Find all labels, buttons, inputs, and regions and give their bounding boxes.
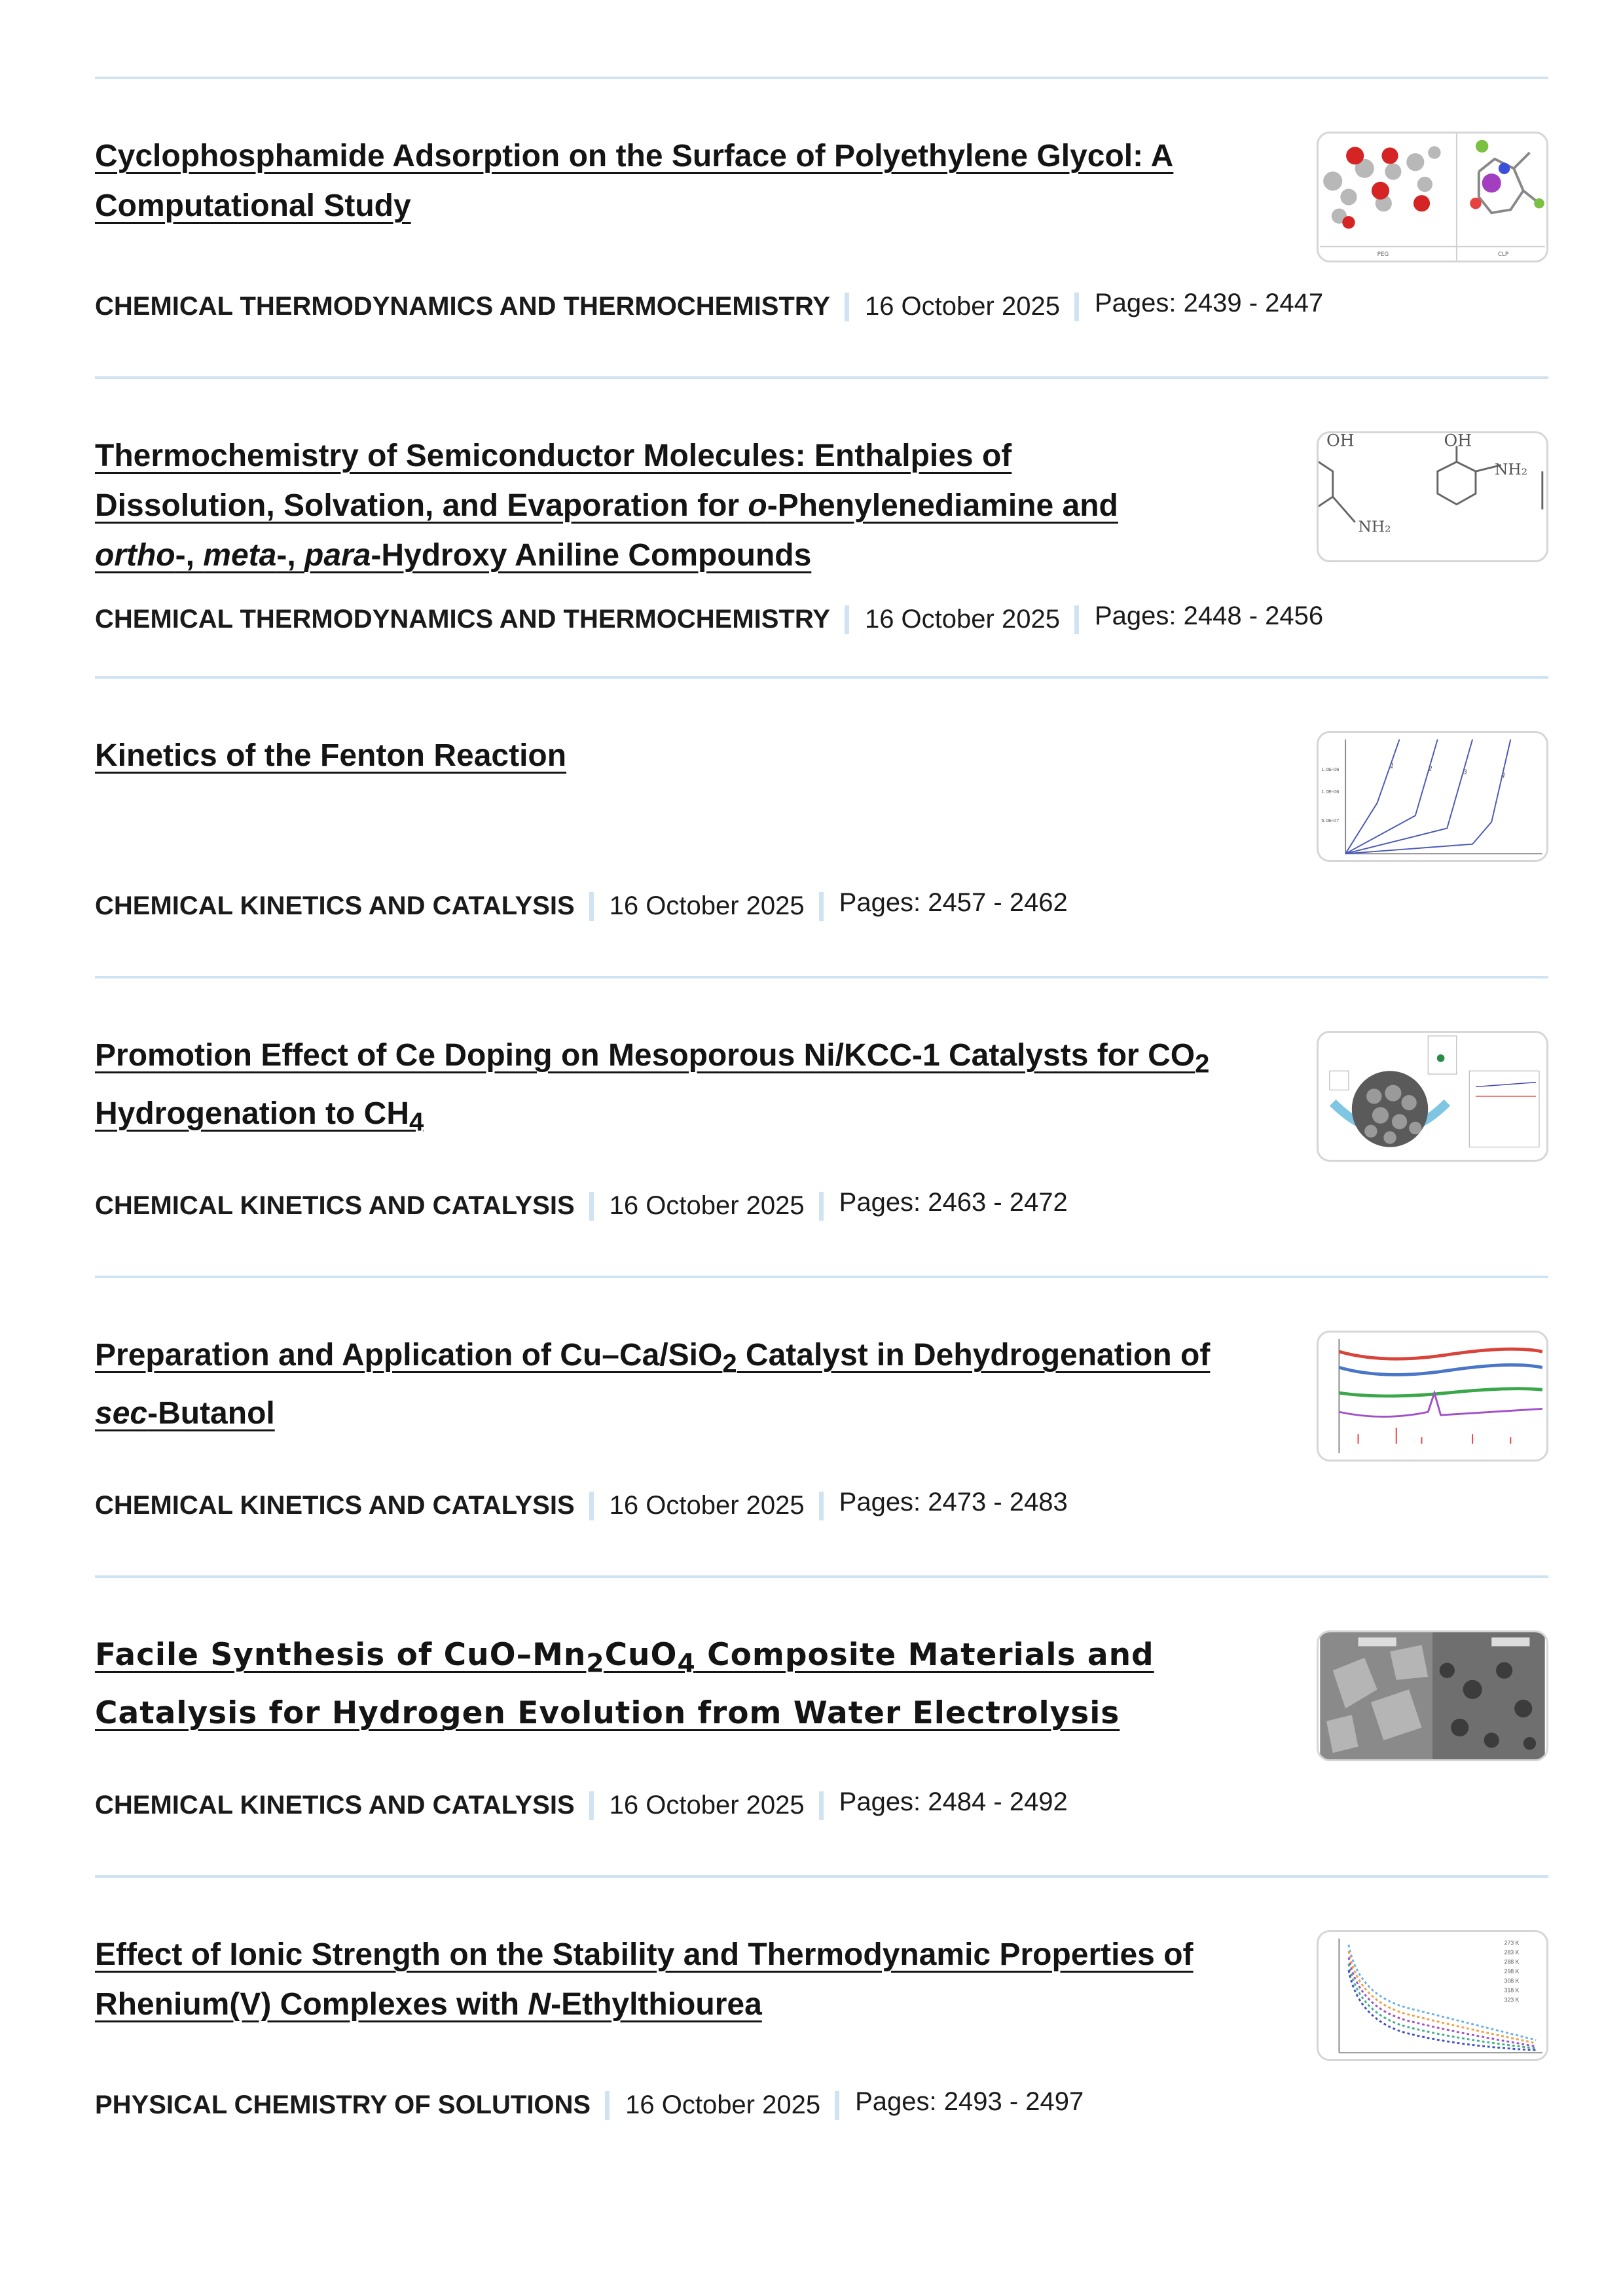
article-title [95,1630,1247,1738]
thumb-label: OH [1444,433,1472,450]
article-pages: Pages: 2448 - 2456 [1094,601,1324,630]
article-thumbnail[interactable] [1317,132,1548,262]
article-title-link[interactable]: Cyclophosphamide Adsorption on the Surface of Polyethylene Glycol: A Computational Study [95,139,1174,223]
thumb-label: 1.0E-06 [1321,766,1340,773]
article-meta [95,1488,1068,1520]
article-section[interactable]: PHYSICAL CHEMISTRY OF SOLUTIONS [95,2090,591,2119]
thumb-label: CLP [1497,251,1509,259]
thumb-label: 273 K [1504,1939,1520,1946]
article-title [95,132,1247,231]
article-item [95,978,1548,1276]
article-meta [95,2087,1084,2120]
article-title-link[interactable]: Preparation and Application of Cu–Ca/SiO$_2$ Catalyst in Dehydrogenation of sec-Butanol [95,1338,1211,1431]
article-pages: Pages: 2439 - 2447 [1094,289,1324,317]
article-meta [95,601,1324,634]
article-thumbnail[interactable] [1317,1331,1548,1462]
thumb-label: 5.0E-07 [1321,817,1340,823]
article-thumbnail[interactable] [1317,1930,1548,2061]
thumb-label: 283 K [1504,1948,1520,1956]
meta-divider [819,1492,824,1520]
article-thumbnail[interactable] [1317,731,1548,862]
thumb-label: NH₂ [1358,518,1391,536]
article-date: 16 October 2025 [864,292,1060,321]
thumbnail-graphic [1319,1333,1546,1460]
article-section[interactable]: CHEMICAL THERMODYNAMICS AND THERMOCHEMISTRY [95,605,830,634]
meta-divider [845,605,849,634]
thumb-label: 1.0E-06 [1321,789,1340,795]
thumb-label: NH₂ [1495,461,1528,479]
thumb-label: 4 [1501,771,1505,780]
article-date: 16 October 2025 [625,2090,821,2119]
article-date: 16 October 2025 [609,1791,805,1820]
article-title [95,1331,1247,1439]
article-title-link[interactable]: Facile Synthesis of CuO–$Mn_2CuO_4$ Composite Materials and Catalysis for Hydrogen Evolution from Water Electrolysis [95,1637,1154,1732]
thumb-label: 1 [1390,762,1394,770]
article-item [95,1578,1548,1875]
meta-divider [589,1791,594,1820]
meta-divider [835,2091,839,2120]
article-thumbnail[interactable] [1317,1031,1548,1162]
article-section[interactable]: CHEMICAL THERMODYNAMICS AND THERMOCHEMISTRY [95,292,830,321]
meta-divider [819,892,824,921]
article-date: 16 October 2025 [609,1191,805,1220]
meta-divider [605,2091,610,2120]
article-pages: Pages: 2484 - 2492 [839,1787,1068,1816]
article-section[interactable]: CHEMICAL KINETICS AND CATALYSIS [95,891,575,920]
article-title [95,431,1169,581]
article-meta [95,289,1324,321]
thumb-label: 3 [1463,768,1467,777]
article-title-link[interactable]: Kinetics of the Fenton Reaction [95,738,567,773]
meta-divider [589,1192,594,1221]
thumbnail-graphic [1319,433,1546,560]
article-item [95,1278,1548,1575]
article-item [95,1878,1548,2175]
article-title [95,731,1247,781]
article-section[interactable]: CHEMICAL KINETICS AND CATALYSIS [95,1791,575,1820]
thumbnail-graphic [1319,1033,1546,1160]
article-item [95,379,1548,676]
article-title-link[interactable]: Effect of Ionic Strength on the Stability and Thermodynamic Properties of Rhenium(V) Complexes with N-Ethylthiourea [95,1937,1194,2022]
meta-divider [589,892,594,921]
article-date: 16 October 2025 [864,605,1060,634]
thumbnail-graphic [1319,1932,1546,2059]
article-section[interactable]: CHEMICAL KINETICS AND CATALYSIS [95,1491,575,1520]
article-thumbnail[interactable] [1317,1630,1548,1761]
meta-divider [819,1791,824,1820]
article-date: 16 October 2025 [609,891,805,920]
meta-divider [1074,293,1079,321]
article-pages: Pages: 2463 - 2472 [839,1188,1068,1217]
article-date: 16 October 2025 [609,1491,805,1520]
thumb-label: OH [1326,433,1355,450]
thumbnail-graphic [1319,733,1546,860]
thumb-label: PEG [1377,251,1389,259]
thumb-label: 298 K [1504,1968,1520,1975]
article-pages: Pages: 2473 - 2483 [839,1488,1068,1516]
thumb-label: 288 K [1504,1958,1520,1965]
thumb-label: 2 [1428,765,1432,774]
article-item [95,79,1548,376]
thumb-label: 318 K [1504,1987,1520,1994]
article-section[interactable]: CHEMICAL KINETICS AND CATALYSIS [95,1191,575,1220]
article-title-link[interactable]: Promotion Effect of Ce Doping on Mesoporous Ni/KCC-1 Catalysts for $CO_2$ Hydrogenation to $CH_4$ [95,1038,1210,1137]
article-item [95,679,1548,976]
thumb-label: 308 K [1504,1977,1520,1984]
thumb-label: 323 K [1504,1996,1520,2003]
thumbnail-graphic [1319,1632,1546,1759]
article-title [95,1031,1247,1147]
thumbnail-graphic [1319,134,1546,260]
meta-divider [1074,605,1079,634]
article-meta [95,888,1068,921]
meta-divider [845,293,849,321]
meta-divider [819,1192,824,1221]
article-pages: Pages: 2457 - 2462 [839,888,1068,917]
article-list [95,77,1548,2175]
article-meta [95,1188,1068,1221]
article-pages: Pages: 2493 - 2497 [855,2087,1084,2116]
article-title [95,1930,1247,2030]
meta-divider [589,1492,594,1520]
article-meta [95,1787,1068,1820]
article-thumbnail[interactable] [1317,431,1548,562]
article-title-link[interactable]: Thermochemistry of Semiconductor Molecules: Enthalpies of Dissolution, Solvation, and Evaporation for o-Phenylenediamine and ortho-, meta-, para-Hydroxy Aniline Compounds [95,439,1118,573]
